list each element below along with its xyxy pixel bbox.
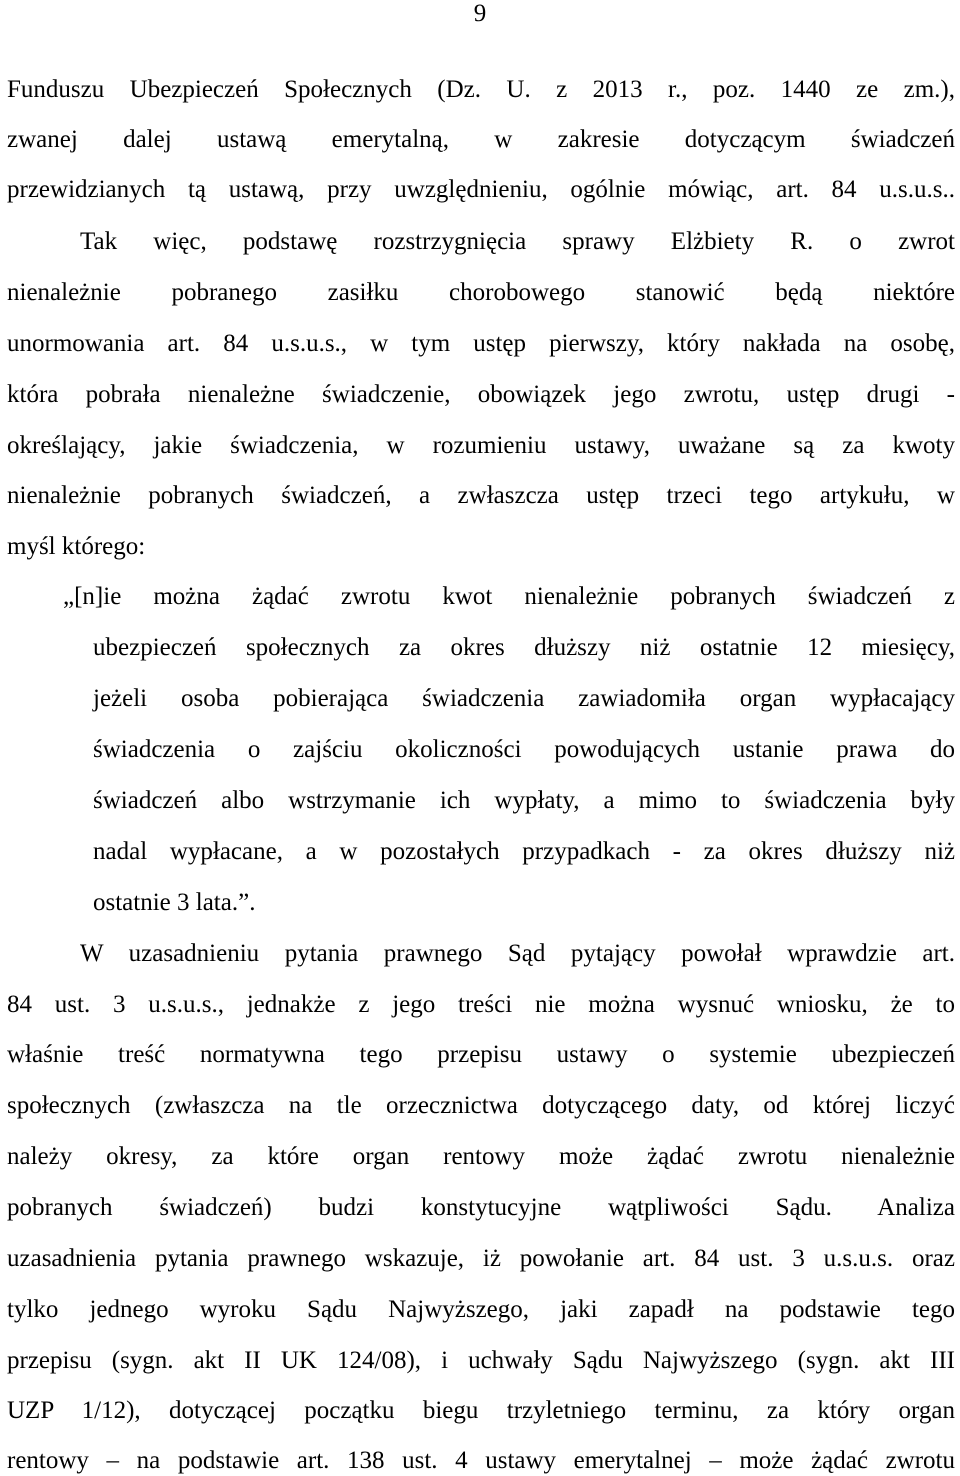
page-number: 9 — [473, 0, 487, 27]
text-line: określający, jakie świadczenia, w rozumieniu ustawy, uważane są za kwoty — [7, 432, 955, 459]
text-line: rentowy – na podstawie art. 138 ust. 4 ustawy emerytalnej – może żądać zwrotu — [7, 1447, 955, 1474]
text-line: przewidzianych tą ustawą, przy uwzględnieniu, ogólnie mówiąc, art. 84 u.s.u.s.. — [7, 176, 955, 203]
text-line: myśl którego: — [7, 533, 146, 560]
text-line: uzasadnienia pytania prawnego wskazuje, iż powołanie art. 84 ust. 3 u.s.u.s. oraz — [7, 1245, 955, 1272]
text-line: należy okresy, za które organ rentowy może żądać zwrotu nienależnie — [7, 1143, 955, 1170]
text-line: Tak więc, podstawę rozstrzygnięcia sprawy Elżbiety R. o zwrot — [80, 228, 955, 255]
text-line: jeżeli osoba pobierająca świadczenia zawiadomiła organ wypłacający — [93, 685, 955, 712]
text-line: unormowania art. 84 u.s.u.s., w tym ustęp pierwszy, który nakłada na osobę, — [7, 330, 955, 357]
text-line: pobranych świadczeń) budzi konstytucyjne wątpliwości Sądu. Analiza — [7, 1194, 955, 1221]
text-line: ostatnie 3 lata.”. — [93, 889, 256, 916]
text-line: 84 ust. 3 u.s.u.s., jednakże z jego treści nie można wysnuć wniosku, że to — [7, 991, 955, 1018]
text-line: nienależnie pobranych świadczeń, a zwłaszcza ustęp trzeci tego artykułu, w — [7, 482, 955, 509]
text-line: świadczenia o zajściu okoliczności powodujących ustanie prawa do — [93, 736, 955, 763]
text-line: tylko jednego wyroku Sądu Najwyższego, jaki zapadł na podstawie tego — [7, 1296, 955, 1323]
text-line: nienależnie pobranego zasiłku chorobowego stanowić będą niektóre — [7, 279, 955, 306]
text-line: świadczeń albo wstrzymanie ich wypłaty, a mimo to świadczenia były — [93, 787, 955, 814]
text-line: właśnie treść normatywna tego przepisu ustawy o systemie ubezpieczeń — [7, 1041, 955, 1068]
text-line: Funduszu Ubezpieczeń Społecznych (Dz. U. z 2013 r., poz. 1440 ze zm.), — [7, 76, 955, 103]
text-line: społecznych (zwłaszcza na tle orzecznictwa dotyczącego daty, od której liczyć — [7, 1092, 955, 1119]
text-line: nadal wypłacane, a w pozostałych przypadkach - za okres dłuższy niż — [93, 838, 955, 865]
text-line: UZP 1/12), dotyczącej początku biegu trzyletniego terminu, za który organ — [7, 1397, 955, 1424]
text-line: „[n]ie można żądać zwrotu kwot nienależnie pobranych świadczeń z — [63, 583, 955, 610]
text-line: która pobrała nienależne świadczenie, obowiązek jego zwrotu, ustęp drugi - — [7, 381, 955, 408]
text-line: W uzasadnieniu pytania prawnego Sąd pytający powołał wprawdzie art. — [80, 940, 955, 967]
text-line: ubezpieczeń społecznych za okres dłuższy niż ostatnie 12 miesięcy, — [93, 634, 955, 661]
text-line: przepisu (sygn. akt II UK 124/08), i uchwały Sądu Najwyższego (sygn. akt III — [7, 1347, 955, 1374]
text-line: zwanej dalej ustawą emerytalną, w zakresie dotyczącym świadczeń — [7, 126, 955, 153]
